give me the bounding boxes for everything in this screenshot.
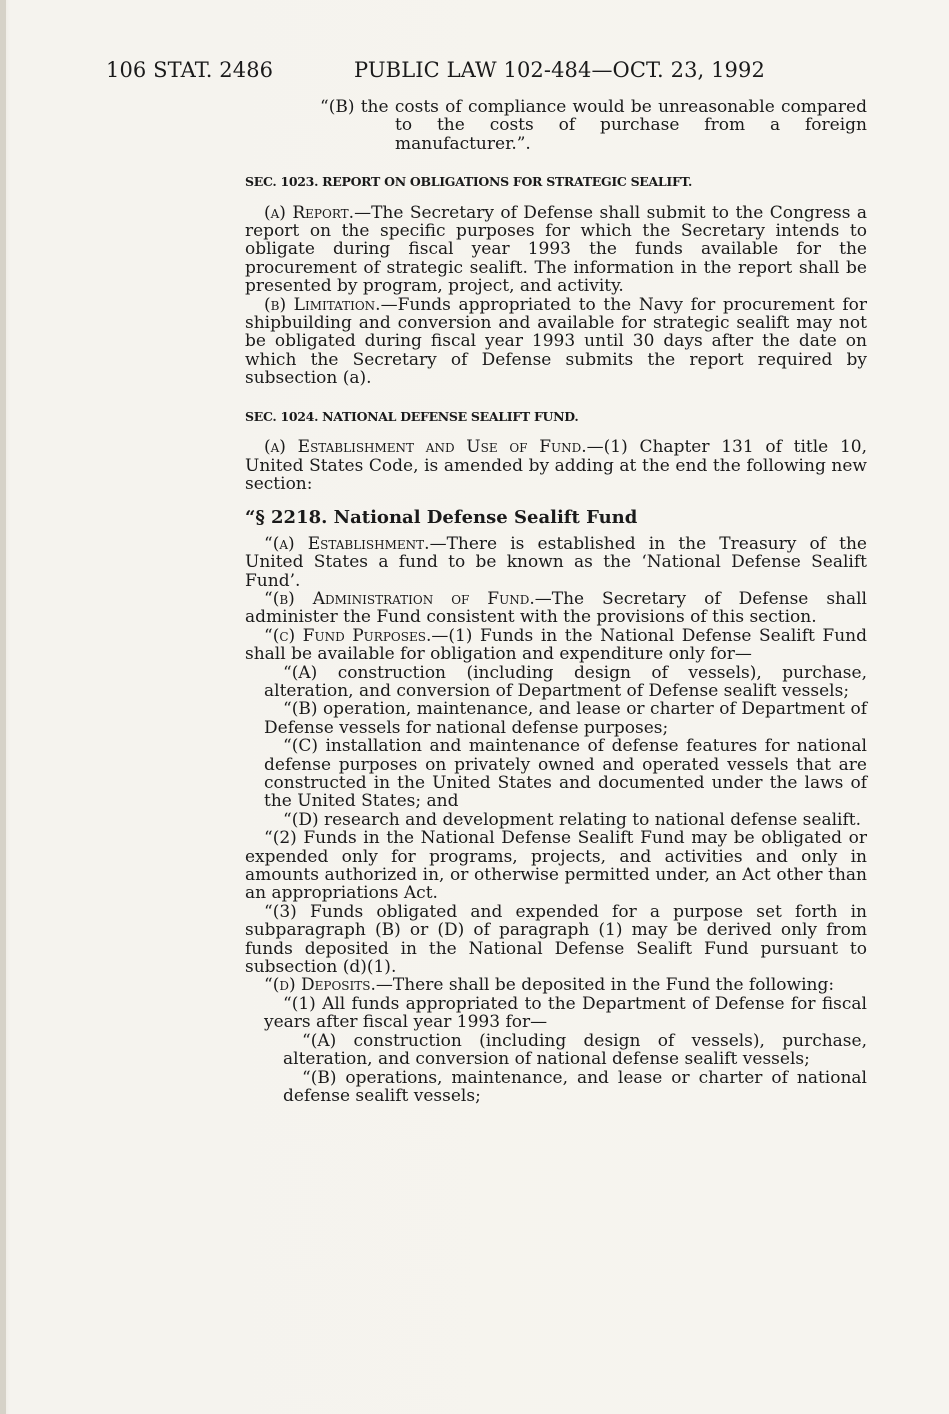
section-2218-c	[245, 627, 867, 664]
section-1024-a-text: —(1) Chapter 131 of title 10, United States Code, is amended by adding at the end the following new section:	[245, 437, 867, 494]
section-1024-a	[245, 438, 867, 493]
section-2218-d1: “(1) All funds appropriated to the Department of Defense for fiscal years after fiscal year 1993 for—	[264, 993, 867, 1033]
section-2218-d	[245, 976, 867, 994]
section-2218-a-text: —There is established in the Treasury of the United States a fund to be known as the ‘National Defense Sealift Fund’.	[245, 533, 867, 591]
section-2218-c1-C: “(C) installation and maintenance of defense features for national defense purposes on privately owned and operated vessels that are constructed in the United States and documented under the laws of the United States; and	[264, 736, 867, 812]
section-2218-c1-B: “(B) operation, maintenance, and lease or charter of Department of Defense vessels for national defense purposes;	[264, 699, 867, 738]
section-2218-b	[245, 590, 867, 627]
section-2218-d1-B: “(B) operations, maintenance, and lease or charter of national defense sealift vessels;	[283, 1067, 867, 1106]
section-1024-heading: SEC. 1024. NATIONAL DEFENSE SEALIFT FUND.	[245, 408, 579, 424]
section-1023-b	[245, 296, 867, 388]
new-section-2218-heading: “§ 2218. National Defense Sealift Fund	[245, 507, 638, 529]
section-2218-d-label: “(d) Deposits.	[264, 975, 376, 996]
section-2218-c2: “(2) Funds in the National Defense Sealift Fund may be obligated or expended only for programs, projects, and activities and only in amounts authorized in, or otherwise permitted under, an Act other than an appropriations Act.	[245, 828, 867, 904]
section-2218-c-text: —(1) Funds in the National Defense Sealift Fund shall be available for obligation and expenditure only for—	[245, 625, 867, 665]
section-2218-c1-D: “(D) research and development relating to national defense sealift.	[283, 809, 861, 830]
section-1023-a-text: —The Secretary of Defense shall submit to the Congress a report on the specific purposes for which the Secretary intends to obligate during fiscal year 1993 the funds available for the procurement of strategic sealift. The information in the report shall be presented by program, project, and activity.	[245, 202, 867, 297]
section-1023-b-text: —Funds appropriated to the Navy for procurement for shipbuilding and conversion and available for strategic sealift may not be obligated during fiscal year 1993 until 30 days after the date on which the Secretary of Defense submits the report required by subsection (a).	[245, 294, 867, 389]
section-1023-heading: SEC. 1023. REPORT ON OBLIGATIONS FOR STRATEGIC SEALIFT.	[245, 174, 692, 190]
section-2218-d1-A: “(A) construction (including design of vessels), purchase, alteration, and conversion of national defense sealift vessels;	[283, 1030, 867, 1070]
section-1024-a-label: (a) Establishment and Use of Fund.	[264, 437, 587, 458]
section-1023-a-label: (a) Report.	[264, 202, 355, 223]
page-edge-shadow	[0, 0, 6, 1414]
section-1023-a	[245, 204, 867, 296]
paragraph-b-costs: “(B) the costs of compliance would be unreasonable compared to the costs of purchase from a foreign manufacturer.”.	[320, 97, 867, 154]
section-2218-b-label: “(b) Administration of Fund.	[264, 588, 535, 609]
stat-page-number: 106 STAT. 2486	[106, 58, 274, 82]
section-2218-c-label: “(c) Fund Purposes.	[264, 625, 432, 646]
section-2218-a	[245, 535, 867, 590]
section-2218-c3: “(3) Funds obligated and expended for a purpose set forth in subparagraph (B) or (D) of paragraph (1) may be derived only from funds deposited in the National Defense Sealift Fund pursuant to subsection (d)(1).	[245, 901, 867, 978]
section-1023-b-label: (b) Limitation.	[264, 294, 381, 315]
section-2218-c1-A: “(A) construction (including design of vessels), purchase, alteration, and conversion of Department of Defense sealift vessels;	[264, 662, 867, 701]
section-2218-d-text: —There shall be deposited in the Fund the following:	[375, 975, 835, 996]
spacer	[245, 388, 867, 408]
document-body	[245, 98, 867, 1105]
law-title: PUBLIC LAW 102-484—OCT. 23, 1992	[354, 58, 765, 82]
section-2218-b-text: —The Secretary of Defense shall administer the Fund consistent with the provisions of this section.	[245, 588, 867, 628]
section-2218-a-label: “(a) Establishment.	[264, 533, 430, 554]
